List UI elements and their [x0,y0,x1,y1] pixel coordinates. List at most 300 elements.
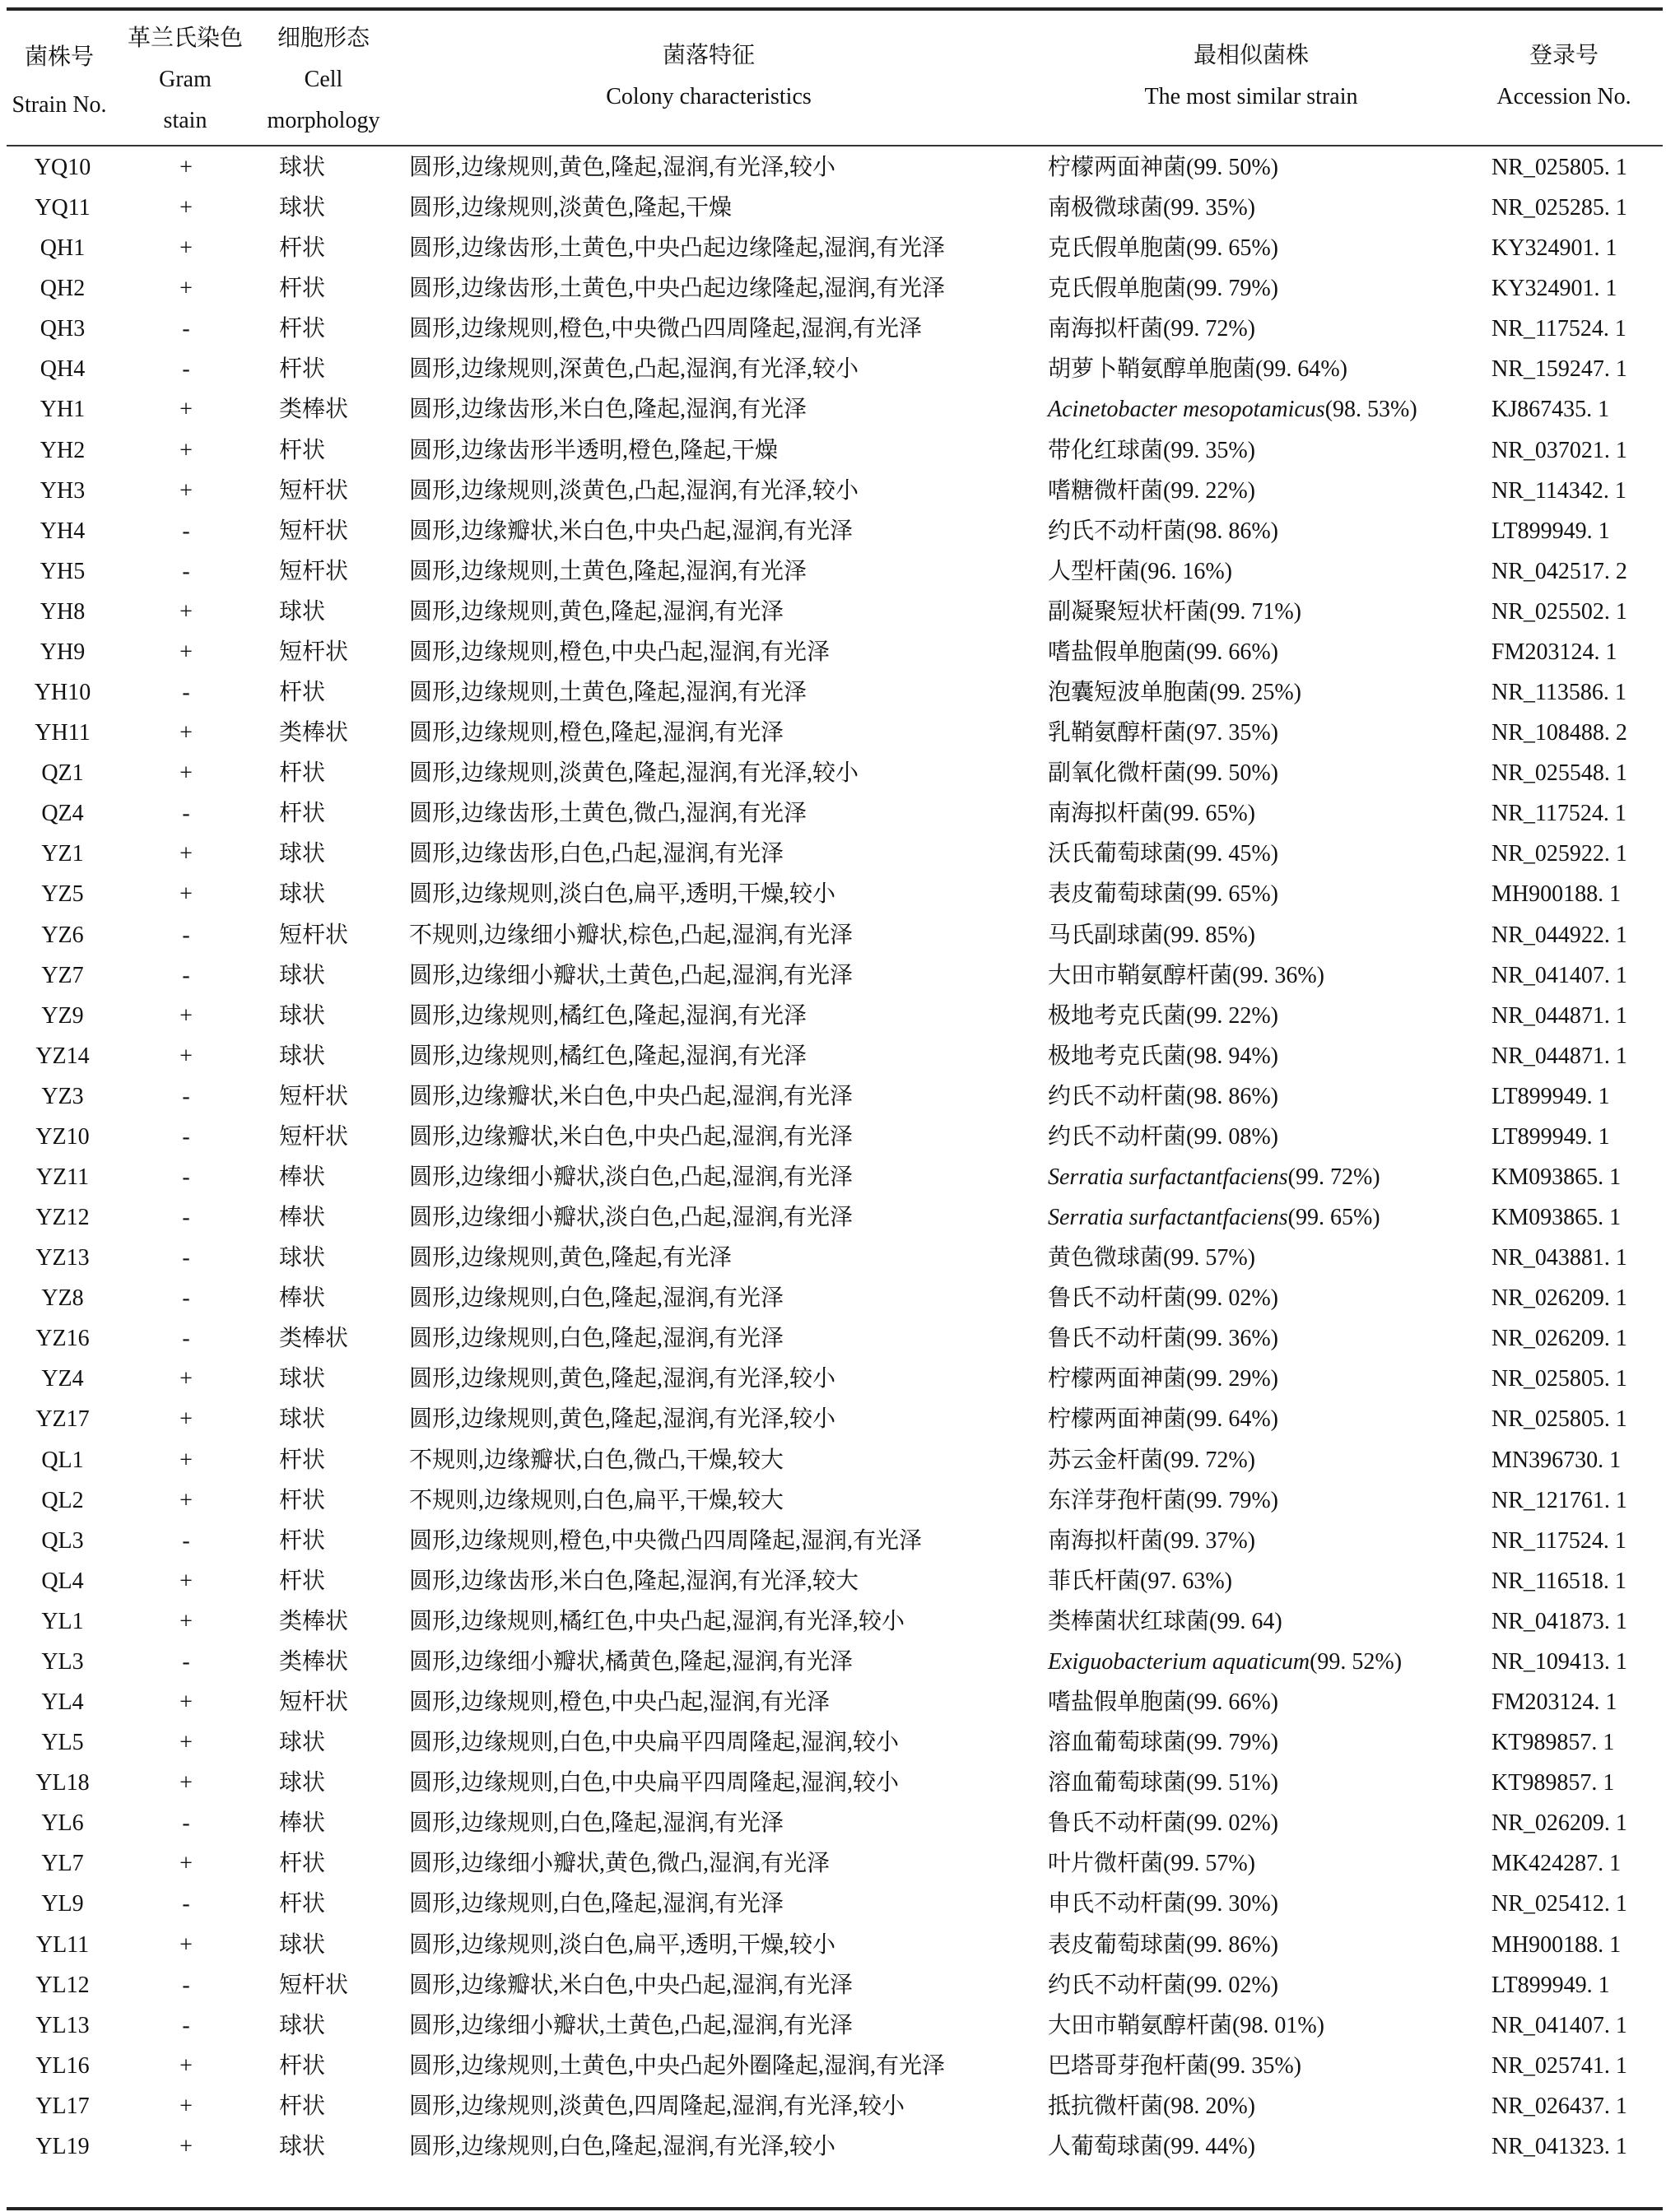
cell-morphology: 杆状 [279,2093,326,2119]
strain-no: YL4 [41,1689,84,1716]
cell-morphology: 杆状 [279,2052,326,2079]
cell-morphology: 球状 [279,2133,326,2159]
similarity-percent: (99. 22%) [1186,1002,1278,1029]
cell-morphology: 短杆状 [279,1972,349,1998]
table-bottom-rule [7,2207,1663,2210]
table-row [0,2086,1666,2126]
accession-no: NR_025922. 1 [1491,841,1627,867]
similar-strain-name: 极地考克氏菌 [1048,1002,1187,1029]
strain-no: QZ4 [41,801,84,827]
strain-no: YZ5 [41,881,84,908]
similar-strain-name: 约氏不动杆菌 [1048,1083,1187,1109]
similarity-percent: (99. 72%) [1163,316,1255,342]
table-row [0,834,1666,874]
most-similar-strain [1048,2005,1324,2046]
accession-no: NR_026209. 1 [1491,1326,1627,1352]
similar-strain-name: 溶血葡萄球菌 [1048,1770,1187,1796]
cell-morphology: 短杆状 [279,1689,349,1716]
similar-strain-name: 约氏不动杆菌 [1048,518,1187,544]
strain-no: QL1 [41,1447,84,1473]
cell-morphology: 类棒状 [279,1326,349,1352]
cell-morphology: 棒状 [279,1810,326,1837]
most-similar-strain [1048,1036,1278,1076]
similar-strain-name: 克氏假单胞菌 [1048,235,1187,262]
accession-no: KY324901. 1 [1491,235,1617,262]
similarity-percent: (99. 36%) [1186,1326,1278,1352]
colony-characteristics: 圆形,边缘规则,橙色,中央微凸四周隆起,湿润,有光泽 [409,1527,923,1554]
cell-morphology: 杆状 [279,1487,326,1513]
table-row [0,793,1666,834]
accession-no: KT989857. 1 [1491,1770,1615,1796]
most-similar-strain [1048,1884,1278,1924]
cell-morphology: 球状 [279,881,326,908]
colony-characteristics: 圆形,边缘规则,黄色,隆起,湿润,有光泽,较小 [409,155,836,180]
header-cell-en-2: morphology [267,108,380,133]
colony-characteristics: 圆形,边缘规则,橘红色,隆起,湿润,有光泽 [409,1002,807,1029]
gram-stain: + [179,2133,193,2159]
most-similar-strain [1048,1197,1380,1238]
strain-no: YH5 [40,558,86,584]
strain-no: QL2 [41,1487,84,1513]
header-accession-zh: 登录号 [1529,43,1599,68]
gram-stain: - [182,1972,190,1998]
colony-characteristics: 圆形,边缘规则,白色,隆起,湿润,有光泽 [409,1285,784,1312]
gram-stain: - [182,801,190,827]
gram-stain: + [179,1568,193,1594]
accession-no: NR_121761. 1 [1491,1487,1627,1513]
similar-strain-name: Acinetobacter mesopotamicus [1048,397,1325,423]
cell-morphology: 球状 [279,1366,326,1392]
similarity-percent: (99. 66%) [1186,1689,1278,1716]
cell-morphology: 棒状 [279,1164,326,1190]
table-row [0,389,1666,430]
strain-no: YZ1 [41,841,84,867]
table-row [0,511,1666,551]
most-similar-strain [1048,1440,1255,1480]
header-similar-zh: 最相似菌株 [1193,43,1310,68]
accession-no: NR_025805. 1 [1491,1406,1627,1433]
colony-characteristics: 圆形,边缘规则,橙色,中央微凸四周隆起,湿润,有光泽 [409,316,923,342]
cell-morphology: 球状 [279,155,326,180]
gram-stain: + [179,155,193,180]
colony-characteristics: 圆形,边缘齿形半透明,橙色,隆起,干燥 [409,437,779,463]
gram-stain: - [182,1891,190,1917]
accession-no: LT899949. 1 [1491,1123,1610,1150]
accession-no: LT899949. 1 [1491,1083,1610,1109]
most-similar-strain [1048,1076,1278,1117]
gram-stain: + [179,195,193,221]
cell-morphology: 球状 [279,598,326,625]
cell-morphology: 杆状 [279,1851,326,1877]
colony-characteristics: 圆形,边缘齿形,土黄色,中央凸起边缘隆起,湿润,有光泽 [409,276,946,302]
similarity-percent: (99. 85%) [1163,922,1255,948]
similar-strain-name: 泡囊短波单胞菌 [1048,680,1210,706]
similarity-percent: (99. 29%) [1186,1366,1278,1392]
most-similar-strain [1048,1157,1380,1197]
gram-stain: - [182,1326,190,1352]
strain-no: YL11 [35,1931,90,1958]
most-similar-strain [1048,430,1255,471]
similar-strain-name: 嗜盐假单胞菌 [1048,1689,1187,1716]
strain-no: QZ1 [41,760,84,787]
header-strain-zh: 菌株号 [24,44,95,70]
similar-strain-name: 柠檬两面神菌 [1048,1406,1187,1433]
most-similar-strain [1048,874,1278,914]
similarity-percent: (99. 50%) [1186,155,1278,180]
similarity-percent: (99. 02%) [1186,1972,1278,1998]
accession-no: NR_026209. 1 [1491,1285,1627,1312]
strain-no: YZ16 [35,1326,90,1352]
gram-stain: + [179,760,193,787]
cell-morphology: 类棒状 [279,1648,349,1675]
table-row [0,147,1666,188]
gram-stain: + [179,1447,193,1473]
strain-no: YH1 [40,397,86,423]
cell-morphology: 短杆状 [279,477,349,504]
table-row [0,551,1666,592]
strain-no: YL13 [35,2012,90,2038]
table-row [0,228,1666,268]
cell-morphology: 短杆状 [279,639,349,665]
strain-no: YZ12 [35,1205,90,1231]
accession-no: KM093865. 1 [1491,1205,1622,1231]
table-row [0,349,1666,389]
colony-characteristics: 圆形,边缘规则,土黄色,中央凸起外圈隆起,湿润,有光泽 [409,2052,946,2079]
colony-characteristics: 圆形,边缘细小瓣状,淡白色,凸起,湿润,有光泽 [409,1164,854,1190]
most-similar-strain [1048,1642,1402,1682]
header-colony-zh: 菌落特征 [662,43,756,68]
gram-stain: + [179,2052,193,2079]
most-similar-strain [1048,672,1301,713]
colony-characteristics: 圆形,边缘规则,橙色,中央凸起,湿润,有光泽 [409,639,831,665]
most-similar-strain [1048,551,1232,592]
accession-no: NR_025412. 1 [1491,1891,1627,1917]
table-row [0,1278,1666,1318]
similar-strain-name: 菲氏杆菌 [1048,1568,1141,1594]
similar-strain-name: 胡萝卜鞘氨醇单胞菌 [1048,356,1256,383]
table-row [0,1521,1666,1561]
similar-strain-name: 申氏不动杆菌 [1048,1891,1187,1917]
most-similar-strain [1048,1238,1255,1278]
most-similar-strain [1048,2046,1301,2086]
similar-strain-name: 人葡萄球菌 [1048,2133,1164,2159]
table-row [0,1722,1666,1763]
colony-characteristics: 圆形,边缘齿形,土黄色,微凸,湿润,有光泽 [409,801,807,827]
table-row [0,1763,1666,1803]
most-similar-strain [1048,793,1255,834]
most-similar-strain [1048,147,1278,188]
similar-strain-name: 乳鞘氨醇杆菌 [1048,720,1187,746]
strain-no: YZ8 [41,1285,84,1312]
similarity-percent: (98. 01%) [1232,2012,1324,2038]
table-row [0,592,1666,632]
gram-stain: + [179,1770,193,1796]
strain-no: YL19 [35,2133,90,2159]
table-row [0,1076,1666,1117]
gram-stain: + [179,1366,193,1392]
similar-strain-name: 鲁氏不动杆菌 [1048,1326,1187,1352]
similarity-percent: (99. 35%) [1209,2052,1301,2079]
table-row [0,1925,1666,1965]
similarity-percent: (99. 35%) [1163,195,1255,221]
cell-morphology: 短杆状 [279,922,349,948]
table-row [0,1197,1666,1238]
cell-morphology: 球状 [279,1043,326,1069]
most-similar-strain [1048,1318,1278,1359]
table-row [0,430,1666,471]
most-similar-strain [1048,1480,1278,1521]
colony-characteristics: 圆形,边缘规则,橙色,中央凸起,湿润,有光泽 [409,1689,831,1716]
cell-morphology: 球状 [279,1931,326,1958]
gram-stain: + [179,1487,193,1513]
table-row [0,713,1666,753]
strain-no: YZ7 [41,962,84,988]
gram-stain: + [179,598,193,625]
strain-no: YZ17 [35,1406,90,1433]
table-row [0,2126,1666,2167]
colony-characteristics: 圆形,边缘规则,黄色,隆起,湿润,有光泽,较小 [409,1406,836,1433]
colony-characteristics: 圆形,边缘规则,白色,隆起,湿润,有光泽 [409,1326,784,1352]
most-similar-strain [1048,1682,1278,1722]
colony-characteristics: 圆形,边缘细小瓣状,土黄色,凸起,湿润,有光泽 [409,2012,854,2038]
accession-no: NR_113586. 1 [1491,680,1626,706]
header-gram-en-1: Gram [159,67,212,92]
accession-no: NR_108488. 2 [1491,720,1627,746]
strain-no: YZ3 [41,1083,84,1109]
accession-no: FM203124. 1 [1491,1689,1617,1716]
strain-no: YZ11 [35,1164,90,1190]
accession-no: NR_117524. 1 [1491,801,1626,827]
table-row [0,1843,1666,1884]
strain-no: YZ13 [35,1245,90,1271]
colony-characteristics: 圆形,边缘规则,白色,中央扁平四周隆起,湿润,较小 [409,1730,900,1756]
similarity-percent: (97. 63%) [1140,1568,1232,1594]
accession-no: NR_025285. 1 [1491,195,1627,221]
gram-stain: + [179,477,193,504]
colony-characteristics: 圆形,边缘规则,黄色,隆起,湿润,有光泽,较小 [409,1366,836,1392]
table-row [0,1117,1666,1157]
most-similar-strain [1048,228,1278,268]
most-similar-strain [1048,1521,1255,1561]
colony-characteristics: 圆形,边缘规则,淡黄色,隆起,湿润,有光泽,较小 [409,760,859,787]
similarity-percent: (99. 36%) [1232,962,1324,988]
similarity-percent: (98. 86%) [1186,1083,1278,1109]
similarity-percent: (99. 65%) [1163,801,1255,827]
accession-no: NR_043881. 1 [1491,1245,1627,1271]
gram-stain: + [179,1851,193,1877]
gram-stain: - [182,1285,190,1312]
similar-strain-name: 南海拟杆菌 [1048,316,1164,342]
similar-strain-name: 黄色微球菌 [1048,1245,1164,1271]
similar-strain-name: 副凝聚短状杆菌 [1048,598,1210,625]
colony-characteristics: 不规则,边缘规则,白色,扁平,干燥,较大 [409,1487,784,1513]
table-row [0,632,1666,672]
table-row [0,1965,1666,2005]
cell-morphology: 短杆状 [279,518,349,544]
cell-morphology: 球状 [279,841,326,867]
accession-no: NR_042517. 2 [1491,558,1627,584]
table-row [0,471,1666,511]
gram-stain: + [179,841,193,867]
colony-characteristics: 圆形,边缘齿形,米白色,隆起,湿润,有光泽 [409,397,807,423]
most-similar-strain [1048,511,1278,551]
similar-strain-name: 叶片微杆菌 [1048,1851,1164,1877]
colony-characteristics: 圆形,边缘瓣状,米白色,中央凸起,湿润,有光泽 [409,1123,854,1150]
cell-morphology: 球状 [279,1245,326,1271]
similar-strain-name: 带化红球菌 [1048,437,1164,463]
similarity-percent: (99. 50%) [1186,760,1278,787]
table-row [0,1359,1666,1399]
accession-no: LT899949. 1 [1491,518,1610,544]
accession-no: MN396730. 1 [1491,1447,1622,1473]
header-colony-en: Colony characteristics [606,84,812,109]
similar-strain-name: 大田市鞘氨醇杆菌 [1048,2012,1233,2038]
table-row [0,672,1666,713]
header-gram-en-2: stain [163,108,207,133]
strain-no: QL3 [41,1527,84,1554]
table-row [0,1682,1666,1722]
cell-morphology: 球状 [279,2012,326,2038]
similar-strain-name: 鲁氏不动杆菌 [1048,1285,1187,1312]
most-similar-strain [1048,268,1278,309]
cell-morphology: 杆状 [279,235,326,262]
cell-morphology: 类棒状 [279,397,349,423]
strain-no: YZ6 [41,922,84,948]
similarity-percent: (97. 35%) [1186,720,1278,746]
cell-morphology: 球状 [279,1730,326,1756]
accession-no: LT899949. 1 [1491,1972,1610,1998]
most-similar-strain [1048,1925,1278,1965]
header-cell-en-1: Cell [304,67,343,92]
gram-stain: - [182,1083,190,1109]
table-header-rule [7,145,1663,146]
similarity-percent: (99. 02%) [1186,1810,1278,1837]
similarity-percent: (99. 02%) [1186,1285,1278,1312]
similar-strain-name: 柠檬两面神菌 [1048,155,1187,180]
gram-stain: - [182,356,190,383]
gram-stain: - [182,1245,190,1271]
table-row [0,1803,1666,1843]
similarity-percent: (99. 37%) [1163,1527,1255,1554]
table-row [0,1561,1666,1601]
similar-strain-name: 约氏不动杆菌 [1048,1123,1187,1150]
table-row [0,1399,1666,1439]
most-similar-strain [1048,996,1278,1036]
accession-no: NR_025805. 1 [1491,1366,1627,1392]
similarity-percent: (99. 64) [1209,1608,1282,1634]
accession-no: NR_117524. 1 [1491,1527,1626,1554]
similar-strain-name: 嗜盐假单胞菌 [1048,639,1187,665]
accession-no: NR_025741. 1 [1491,2052,1627,2079]
cell-morphology: 杆状 [279,760,326,787]
table-row [0,2005,1666,2046]
similar-strain-name: 东洋芽孢杆菌 [1048,1487,1187,1513]
similar-strain-name: Serratia surfactantfaciens [1048,1164,1288,1190]
strain-no: QH2 [40,276,86,302]
similarity-percent: (99. 51%) [1186,1770,1278,1796]
most-similar-strain [1048,1965,1278,2005]
most-similar-strain [1048,349,1347,389]
gram-stain: + [179,397,193,423]
accession-no: NR_114342. 1 [1491,477,1626,504]
strain-no: QL4 [41,1568,84,1594]
table-row [0,2046,1666,2086]
colony-characteristics: 圆形,边缘规则,橘红色,中央凸起,湿润,有光泽,较小 [409,1608,905,1634]
colony-characteristics: 圆形,边缘瓣状,米白色,中央凸起,湿润,有光泽 [409,1083,854,1109]
table-row [0,1601,1666,1642]
table-row [0,874,1666,914]
strain-no: YL1 [41,1608,84,1634]
gram-stain: - [182,2012,190,2038]
most-similar-strain [1048,1561,1232,1601]
similar-strain-name: 嗜糖微杆菌 [1048,477,1164,504]
table-row [0,915,1666,955]
similarity-percent: (99. 66%) [1186,639,1278,665]
similarity-percent: (98. 20%) [1163,2093,1255,2119]
accession-no: NR_109413. 1 [1491,1648,1627,1675]
colony-characteristics: 圆形,边缘规则,淡白色,扁平,透明,干燥,较小 [409,1931,836,1958]
colony-characteristics: 圆形,边缘齿形,土黄色,中央凸起边缘隆起,湿润,有光泽 [409,235,946,262]
most-similar-strain [1048,309,1255,349]
accession-no: NR_026437. 1 [1491,2093,1627,2119]
similar-strain-name: 沃氏葡萄球菌 [1048,841,1187,867]
table-row [0,1318,1666,1359]
most-similar-strain [1048,1722,1278,1763]
gram-stain: - [182,1810,190,1837]
cell-morphology: 棒状 [279,1285,326,1312]
accession-no: FM203124. 1 [1491,639,1617,665]
similar-strain-name: 南海拟杆菌 [1048,1527,1164,1554]
table-row [0,753,1666,793]
colony-characteristics: 圆形,边缘规则,橘红色,隆起,湿润,有光泽 [409,1043,807,1069]
accession-no: MH900188. 1 [1491,1931,1622,1958]
strain-no: QH3 [40,316,86,342]
strain-no: YL6 [41,1810,84,1837]
table-row [0,188,1666,228]
cell-morphology: 球状 [279,195,326,221]
strain-no: YH4 [40,518,86,544]
similar-strain-name: 柠檬两面神菌 [1048,1366,1187,1392]
similarity-percent: (99. 79%) [1186,1730,1278,1756]
strain-no: YL5 [41,1730,84,1756]
strain-no: YZ14 [35,1043,90,1069]
header-accession-en: Accession No. [1496,84,1631,109]
colony-characteristics: 圆形,边缘规则,淡黄色,四周隆起,湿润,有光泽,较小 [409,2093,905,2119]
cell-morphology: 球状 [279,962,326,988]
cell-morphology: 短杆状 [279,558,349,584]
most-similar-strain [1048,1278,1278,1318]
table-row [0,955,1666,996]
similar-strain-name: 巴塔哥芽孢杆菌 [1048,2052,1210,2079]
cell-morphology: 杆状 [279,801,326,827]
strain-no: YL17 [35,2093,90,2119]
similarity-percent: (99. 25%) [1209,680,1301,706]
table-row [0,1238,1666,1278]
gram-stain: - [182,922,190,948]
accession-no: MH900188. 1 [1491,881,1622,908]
most-similar-strain [1048,1763,1278,1803]
most-similar-strain [1048,1117,1278,1157]
strain-no: YZ4 [41,1366,84,1392]
colony-characteristics: 圆形,边缘规则,橙色,隆起,湿润,有光泽 [409,720,784,746]
strain-no: YQ11 [35,195,91,221]
gram-stain: + [179,1689,193,1716]
table-row [0,1642,1666,1682]
similarity-percent: (99. 79%) [1186,1487,1278,1513]
gram-stain: + [179,1730,193,1756]
similar-strain-name: 克氏假单胞菌 [1048,276,1187,302]
strain-no: YL16 [35,2052,90,2079]
